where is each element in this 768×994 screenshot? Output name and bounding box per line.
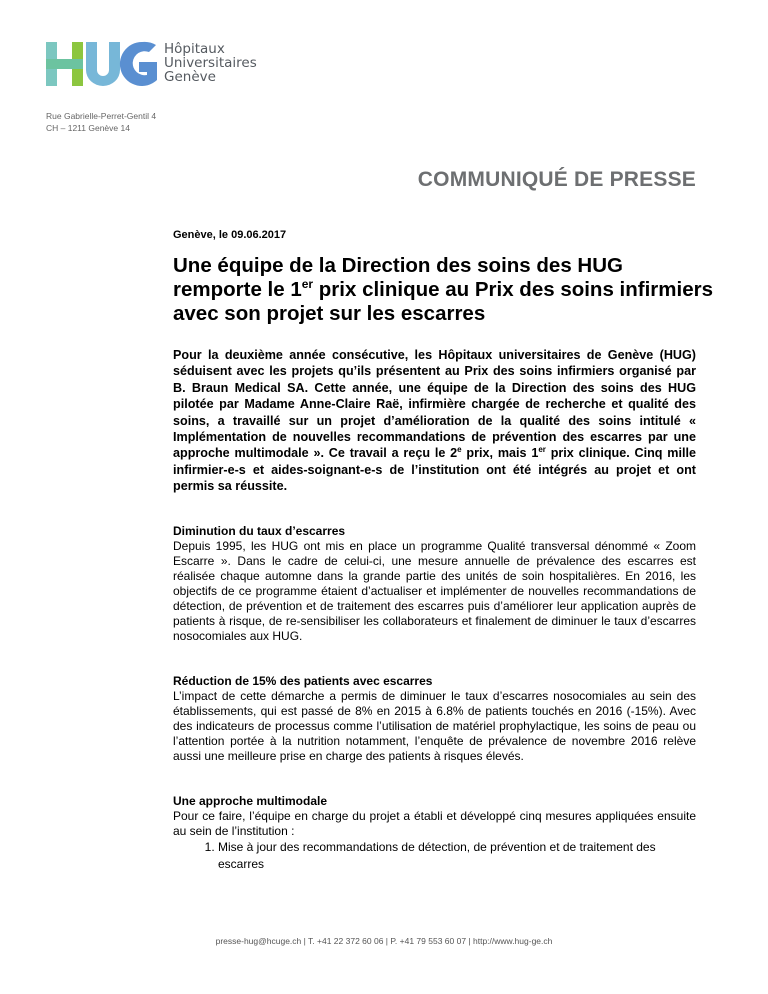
section-reduction-rate bbox=[173, 524, 696, 644]
headline-part2: prix clinique au Prix des soins infirmiers avec son projet sur les escarres bbox=[173, 278, 713, 325]
footer-contact: presse-hug@hcuge.ch | T. +41 22 372 60 06 | P. +41 79 553 60 07 | http://www.hug-ge.ch bbox=[215, 936, 553, 946]
measures-list bbox=[173, 839, 696, 873]
section-title: Une approche multimodale bbox=[173, 794, 328, 808]
address-line1: Rue Gabrielle-Perret-Gentil 4 bbox=[46, 111, 157, 121]
lead-paragraph bbox=[173, 347, 696, 495]
address bbox=[46, 110, 156, 134]
hospital-name bbox=[164, 42, 257, 84]
headline bbox=[173, 254, 713, 326]
section-multimodal-approach bbox=[173, 794, 696, 873]
hug-logo bbox=[46, 40, 256, 90]
hospital-name-line3: Genève bbox=[164, 69, 216, 85]
section-body: L’impact de cette démarche a permis de diminuer le taux d’escarres nosocomiales au sein des établissements, qui est passé de 8% en 2015 à 6.8% de patients touchés en 2016 (-15%). Avec des indicateurs de processus comme l’utilisation de matériel prophylactique, les soins de peau ou l’attention portée à la nutrition notamment, l’enquête de prévalence de novembre 2016 relève aussi une meilleure prise en charge des patients à risques élevés. bbox=[173, 689, 696, 763]
lead-sup2: er bbox=[538, 445, 546, 455]
lead-part1: Pour la deuxième année consécutive, les Hôpitaux universitaires de Genève (HUG) séduisent avec les projets qu’ils présentent au Prix des soins infirmiers organisé par B. Braun Medical SA. Cette année, une équipe de la Direction des soins des HUG pilotée par Madame Anne-Claire Raë, infirmière chargée de recherche et qualité des soins, a travaillé sur un projet d’amélioration de la qualité des soins intitulé « Implémentation de nouvelles recommandations de prévention des escarres par une approche multimodale ». Ce travail a reçu le 2 bbox=[173, 348, 696, 461]
list-item: 1. Mise à jour des recommandations de détection, de prévention et de traitement des escarres bbox=[218, 839, 696, 873]
press-date: Genève, le 09.06.2017 bbox=[173, 229, 287, 241]
headline-part1: Une équipe de la Direction des soins des HUG remporte le 1 bbox=[173, 254, 623, 301]
section-body: Pour ce faire, l’équipe en charge du projet a établi et développé cinq mesures appliquées ensuite au sein de l’institution : bbox=[173, 809, 696, 838]
hospital-name-line2: Universitaires bbox=[164, 55, 257, 71]
address-line2: CH – 1211 Genève 14 bbox=[46, 123, 130, 133]
lead-sup1: e bbox=[457, 445, 462, 455]
section-patient-reduction bbox=[173, 674, 696, 764]
lead-part2: prix, mais 1 bbox=[461, 446, 539, 461]
section-title: Réduction de 15% des patients avec escarres bbox=[173, 674, 433, 688]
section-title: Diminution du taux d’escarres bbox=[173, 524, 346, 538]
hug-logo-icon bbox=[46, 40, 158, 88]
document-type: COMMUNIQUÉ DE PRESSE bbox=[417, 168, 696, 191]
hospital-name-line1: Hôpitaux bbox=[164, 41, 225, 57]
lead-part3: prix clinique. Cinq mille infirmier-e-s et aides-soignant-e-s de l’institution ont été intégrés au projet et ont permis sa réussite. bbox=[173, 446, 696, 494]
section-body: Depuis 1995, les HUG ont mis en place un programme Qualité transversal dénommé « Zoom Escarre ». Dans le cadre de celui-ci, une mesure annuelle de prévalence des escarres est réalisée chaque automne dans la grande partie des unités de soin hospitalières. En 2016, les objectifs de ce programme étaient d’actualiser et implémenter de nouvelles recommandations de détection, de prévention et de traitement des escarres puis d’améliorer leur application auprès de patients à risque, de re-sensibiliser les collaborateurs et finalement de diminuer le taux d’escarres nosocomiales aux HUG. bbox=[173, 539, 696, 643]
headline-sup: er bbox=[301, 277, 314, 292]
